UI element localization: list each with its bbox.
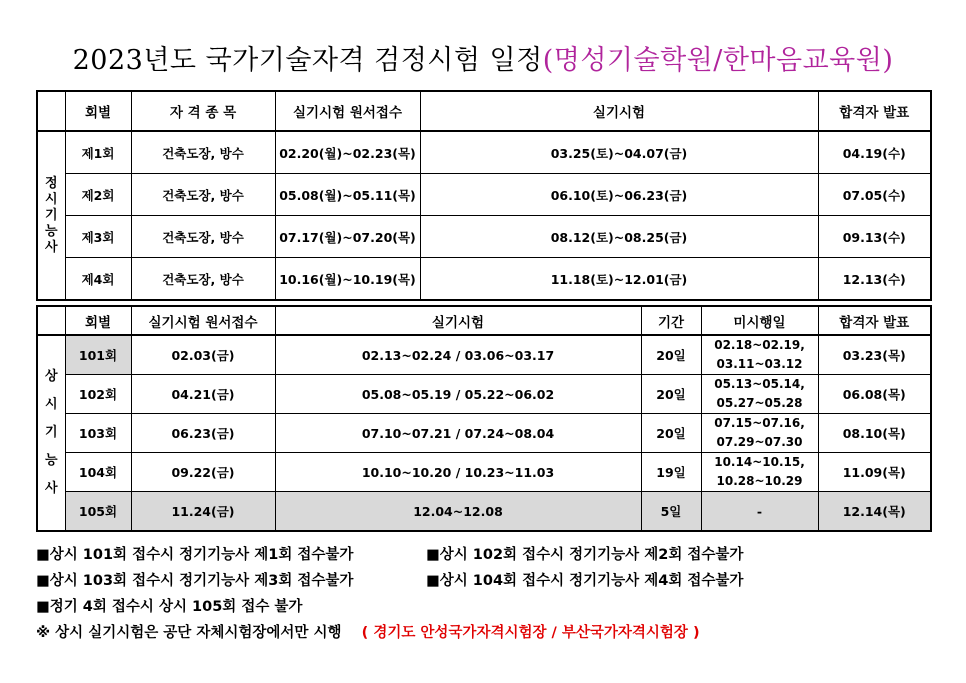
exam-cell: 02.13~02.24 / 03.06~03.17 <box>275 335 641 375</box>
always-schedule-table <box>36 305 932 532</box>
skip-dates-cell: - <box>701 492 818 532</box>
round-cell: 제3회 <box>65 216 131 258</box>
note-line <box>36 568 936 594</box>
table-row <box>37 453 931 492</box>
result-cell: 12.14(목) <box>818 492 931 532</box>
skip-dates-cell <box>701 375 818 414</box>
round-cell: 제1회 <box>65 131 131 174</box>
header-skip-dates: 미시행일 <box>701 306 818 335</box>
period-cell: 20일 <box>641 414 701 453</box>
apply-cell: 04.21(금) <box>131 375 275 414</box>
header-result: 합격자 발표 <box>818 91 931 131</box>
skip-date-line: 05.13~05.14, <box>714 377 805 391</box>
result-cell: 12.13(수) <box>818 258 931 301</box>
table-row <box>37 335 931 375</box>
round-cell: 105회 <box>65 492 131 532</box>
header-round: 회별 <box>65 306 131 335</box>
title-main: 2023년도 국가기술자격 검정시험 일정 <box>72 45 543 76</box>
header-blank <box>37 91 65 131</box>
exam-cell: 05.08~05.19 / 05.22~06.02 <box>275 375 641 414</box>
round-cell: 101회 <box>65 335 131 375</box>
header-exam: 실기시험 <box>420 91 818 131</box>
header-result: 합격자 발표 <box>818 306 931 335</box>
note-line <box>36 542 936 568</box>
skip-date-line: 10.28~10.29 <box>716 474 803 488</box>
round-cell: 103회 <box>65 414 131 453</box>
exam-cell: 11.18(토)~12.01(금) <box>420 258 818 301</box>
notes-section <box>36 542 936 646</box>
note-item: ■상시 103회 접수시 정기기능사 제3회 접수불가 <box>36 573 354 589</box>
table-row <box>37 131 931 174</box>
note-item: ■상시 102회 접수시 정기기능사 제2회 접수불가 <box>426 547 744 563</box>
note-item: ※ 상시 실기시험은 공단 자체시험장에서만 시행 <box>36 625 342 641</box>
apply-cell: 02.20(월)~02.23(목) <box>275 131 420 174</box>
regular-schedule-table <box>36 90 932 301</box>
subject-cell: 건축도장, 방수 <box>131 258 275 301</box>
apply-cell: 07.17(월)~07.20(목) <box>275 216 420 258</box>
round-cell: 제2회 <box>65 174 131 216</box>
note-item: ■정기 4회 접수시 상시 105회 접수 불가 <box>36 599 303 615</box>
skip-date-line: 02.18~02.19, <box>714 338 805 352</box>
subject-cell: 건축도장, 방수 <box>131 174 275 216</box>
table-header-row <box>37 91 931 131</box>
exam-cell: 08.12(토)~08.25(금) <box>420 216 818 258</box>
result-cell: 08.10(목) <box>818 414 931 453</box>
table-header-row <box>37 306 931 335</box>
header-blank <box>37 306 65 335</box>
period-cell: 5일 <box>641 492 701 532</box>
header-subject: 자 격 종 목 <box>131 91 275 131</box>
note-item: ■상시 101회 접수시 정기기능사 제1회 접수불가 <box>36 547 354 563</box>
page-title <box>0 38 966 77</box>
skip-date-line: 05.27~05.28 <box>716 396 803 410</box>
note-line <box>36 620 936 646</box>
round-cell: 102회 <box>65 375 131 414</box>
subject-cell: 건축도장, 방수 <box>131 216 275 258</box>
result-cell: 04.19(수) <box>818 131 931 174</box>
period-cell: 19일 <box>641 453 701 492</box>
header-period: 기간 <box>641 306 701 335</box>
result-cell: 06.08(목) <box>818 375 931 414</box>
category-label: 상 시 기 능 사 <box>37 335 65 531</box>
header-apply: 실기시험 원서접수 <box>131 306 275 335</box>
apply-cell: 05.08(월)~05.11(목) <box>275 174 420 216</box>
skip-date-line: 07.15~07.16, <box>714 416 805 430</box>
skip-dates-cell <box>701 335 818 375</box>
table-row-highlighted <box>37 492 931 532</box>
skip-date-line: 07.29~07.30 <box>716 435 803 449</box>
header-round: 회별 <box>65 91 131 131</box>
header-apply: 실기시험 원서접수 <box>275 91 420 131</box>
skip-date-line: 03.11~03.12 <box>716 357 803 371</box>
title-academy: (명성기술학원/한마음교육원) <box>542 45 894 76</box>
note-venues: ( 경기도 안성국가자격시험장 / 부산국가자격시험장 ) <box>361 625 700 641</box>
exam-cell: 07.10~07.21 / 07.24~08.04 <box>275 414 641 453</box>
subject-cell: 건축도장, 방수 <box>131 131 275 174</box>
apply-cell: 06.23(금) <box>131 414 275 453</box>
exam-cell: 10.10~10.20 / 10.23~11.03 <box>275 453 641 492</box>
round-cell: 제4회 <box>65 258 131 301</box>
round-cell: 104회 <box>65 453 131 492</box>
header-exam: 실기시험 <box>275 306 641 335</box>
result-cell: 09.13(수) <box>818 216 931 258</box>
period-cell: 20일 <box>641 335 701 375</box>
apply-cell: 09.22(금) <box>131 453 275 492</box>
note-line <box>36 594 936 620</box>
exam-cell: 06.10(토)~06.23(금) <box>420 174 818 216</box>
apply-cell: 10.16(월)~10.19(목) <box>275 258 420 301</box>
table-row <box>37 216 931 258</box>
skip-date-line: 10.14~10.15, <box>714 455 805 469</box>
exam-cell: 12.04~12.08 <box>275 492 641 532</box>
period-cell: 20일 <box>641 375 701 414</box>
table-row <box>37 174 931 216</box>
result-cell: 03.23(목) <box>818 335 931 375</box>
table-row <box>37 414 931 453</box>
result-cell: 11.09(목) <box>818 453 931 492</box>
apply-cell: 02.03(금) <box>131 335 275 375</box>
exam-cell: 03.25(토)~04.07(금) <box>420 131 818 174</box>
table-row <box>37 375 931 414</box>
category-label: 정 시 기 능 사 <box>37 131 65 300</box>
skip-dates-cell <box>701 453 818 492</box>
note-item: ■상시 104회 접수시 정기기능사 제4회 접수불가 <box>426 573 744 589</box>
apply-cell: 11.24(금) <box>131 492 275 532</box>
skip-dates-cell <box>701 414 818 453</box>
table-row <box>37 258 931 301</box>
result-cell: 07.05(수) <box>818 174 931 216</box>
